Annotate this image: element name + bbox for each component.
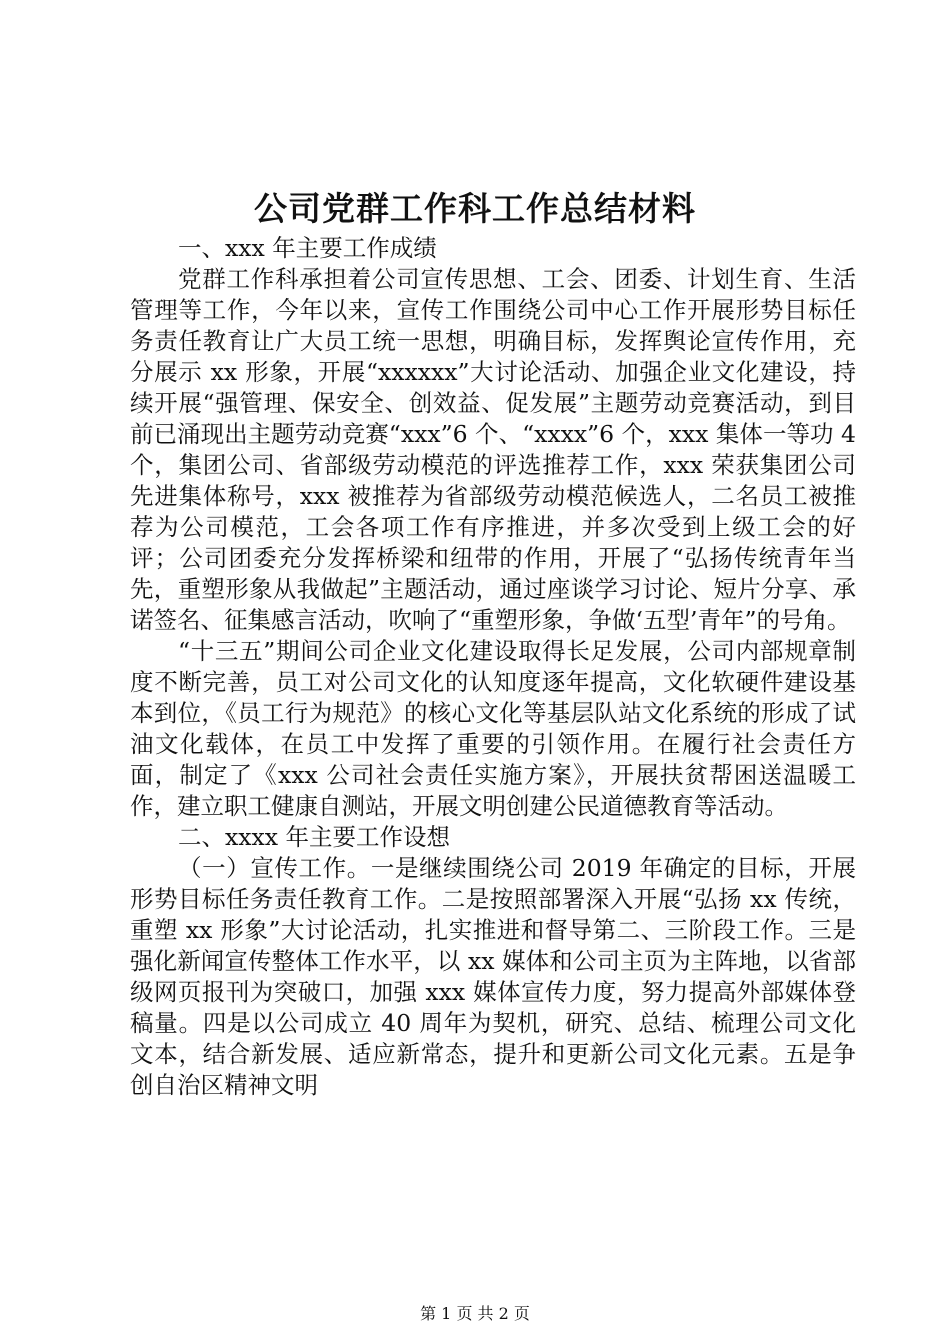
page-footer: 第 1 页 共 2 页 [420,1304,530,1323]
paragraph-achievements: 党群工作科承担着公司宣传思想、工会、团委、计划生育、生活管理等工作，今年以来，宣传工作围绕公司中心工作开展形势目标任务责任教育让广大员工统一思想，明确目标，发挥舆论宣传作用，充分展示 xx 形象，开展“xxxxxx”大讨论活动、加强企业文化建设，持续开展“强管理、保安全、创效益、促发展”主题劳动竞赛活动，到目前已涌现出主题劳动竞赛“xxx”6 个、“xxxx”6 个，xxx 集体一等功 4 个，集团公司、省部级劳动模范的评选推荐工作，xxx 荣获集团公司先进集体称号，xxx 被推荐为省部级劳动模范候选人，二名员工被推荐为公司模范，工会各项工作有序推进，并多次受到上级工会的好评；公司团委充分发挥桥梁和纽带的作用，开展了“弘扬传统青年当先，重塑形象从我做起”主题活动，通过座谈学习讨论、短片分享、承诺签名、征集感言活动，吹响了“重塑形象，争做‘五型’青年”的号角。 [130,265,856,634]
section-heading-2: 二、xxxx 年主要工作设想 [178,823,450,851]
section-heading-1: 一、xxx 年主要工作成绩 [178,234,437,262]
document-body [130,233,856,1101]
paragraph-culture: “十三五”期间公司企业文化建设取得长足发展，公司内部规章制度不断完善，员工对公司文化的认知度逐年提高，文化软硬件建设基本到位，《员工行为规范》的核心文化等基层队站文化系统的形成了试油文化载体，在员工中发挥了重要的引领作用。在履行社会责任方面，制定了《xxx 公司社会责任实施方案》，开展扶贫帮困送温暖工作，建立职工健康自测站，开展文明创建公民道德教育等活动。 [130,637,856,820]
document-title: 公司党群工作科工作总结材料 [254,189,696,228]
paragraph-publicity: （一）宣传工作。一是继续围绕公司 2019 年确定的目标，开展形势目标任务责任教育工作。二是按照部署深入开展“弘扬 xx 传统，重塑 xx 形象”大讨论活动，扎实推进和督导第二、三阶段工作。三是强化新闻宣传整体工作水平，以 xx 媒体和公司主页为主阵地，以省部级网页报刊为突破口，加强 xxx 媒体宣传力度，努力提高外部媒体登稿量。四是以公司成立 40 周年为契机，研究、总结、梳理公司文化文本，结合新发展、适应新常态，提升和更新公司文化元素。五是争创自治区精神文明 [130,854,856,1099]
